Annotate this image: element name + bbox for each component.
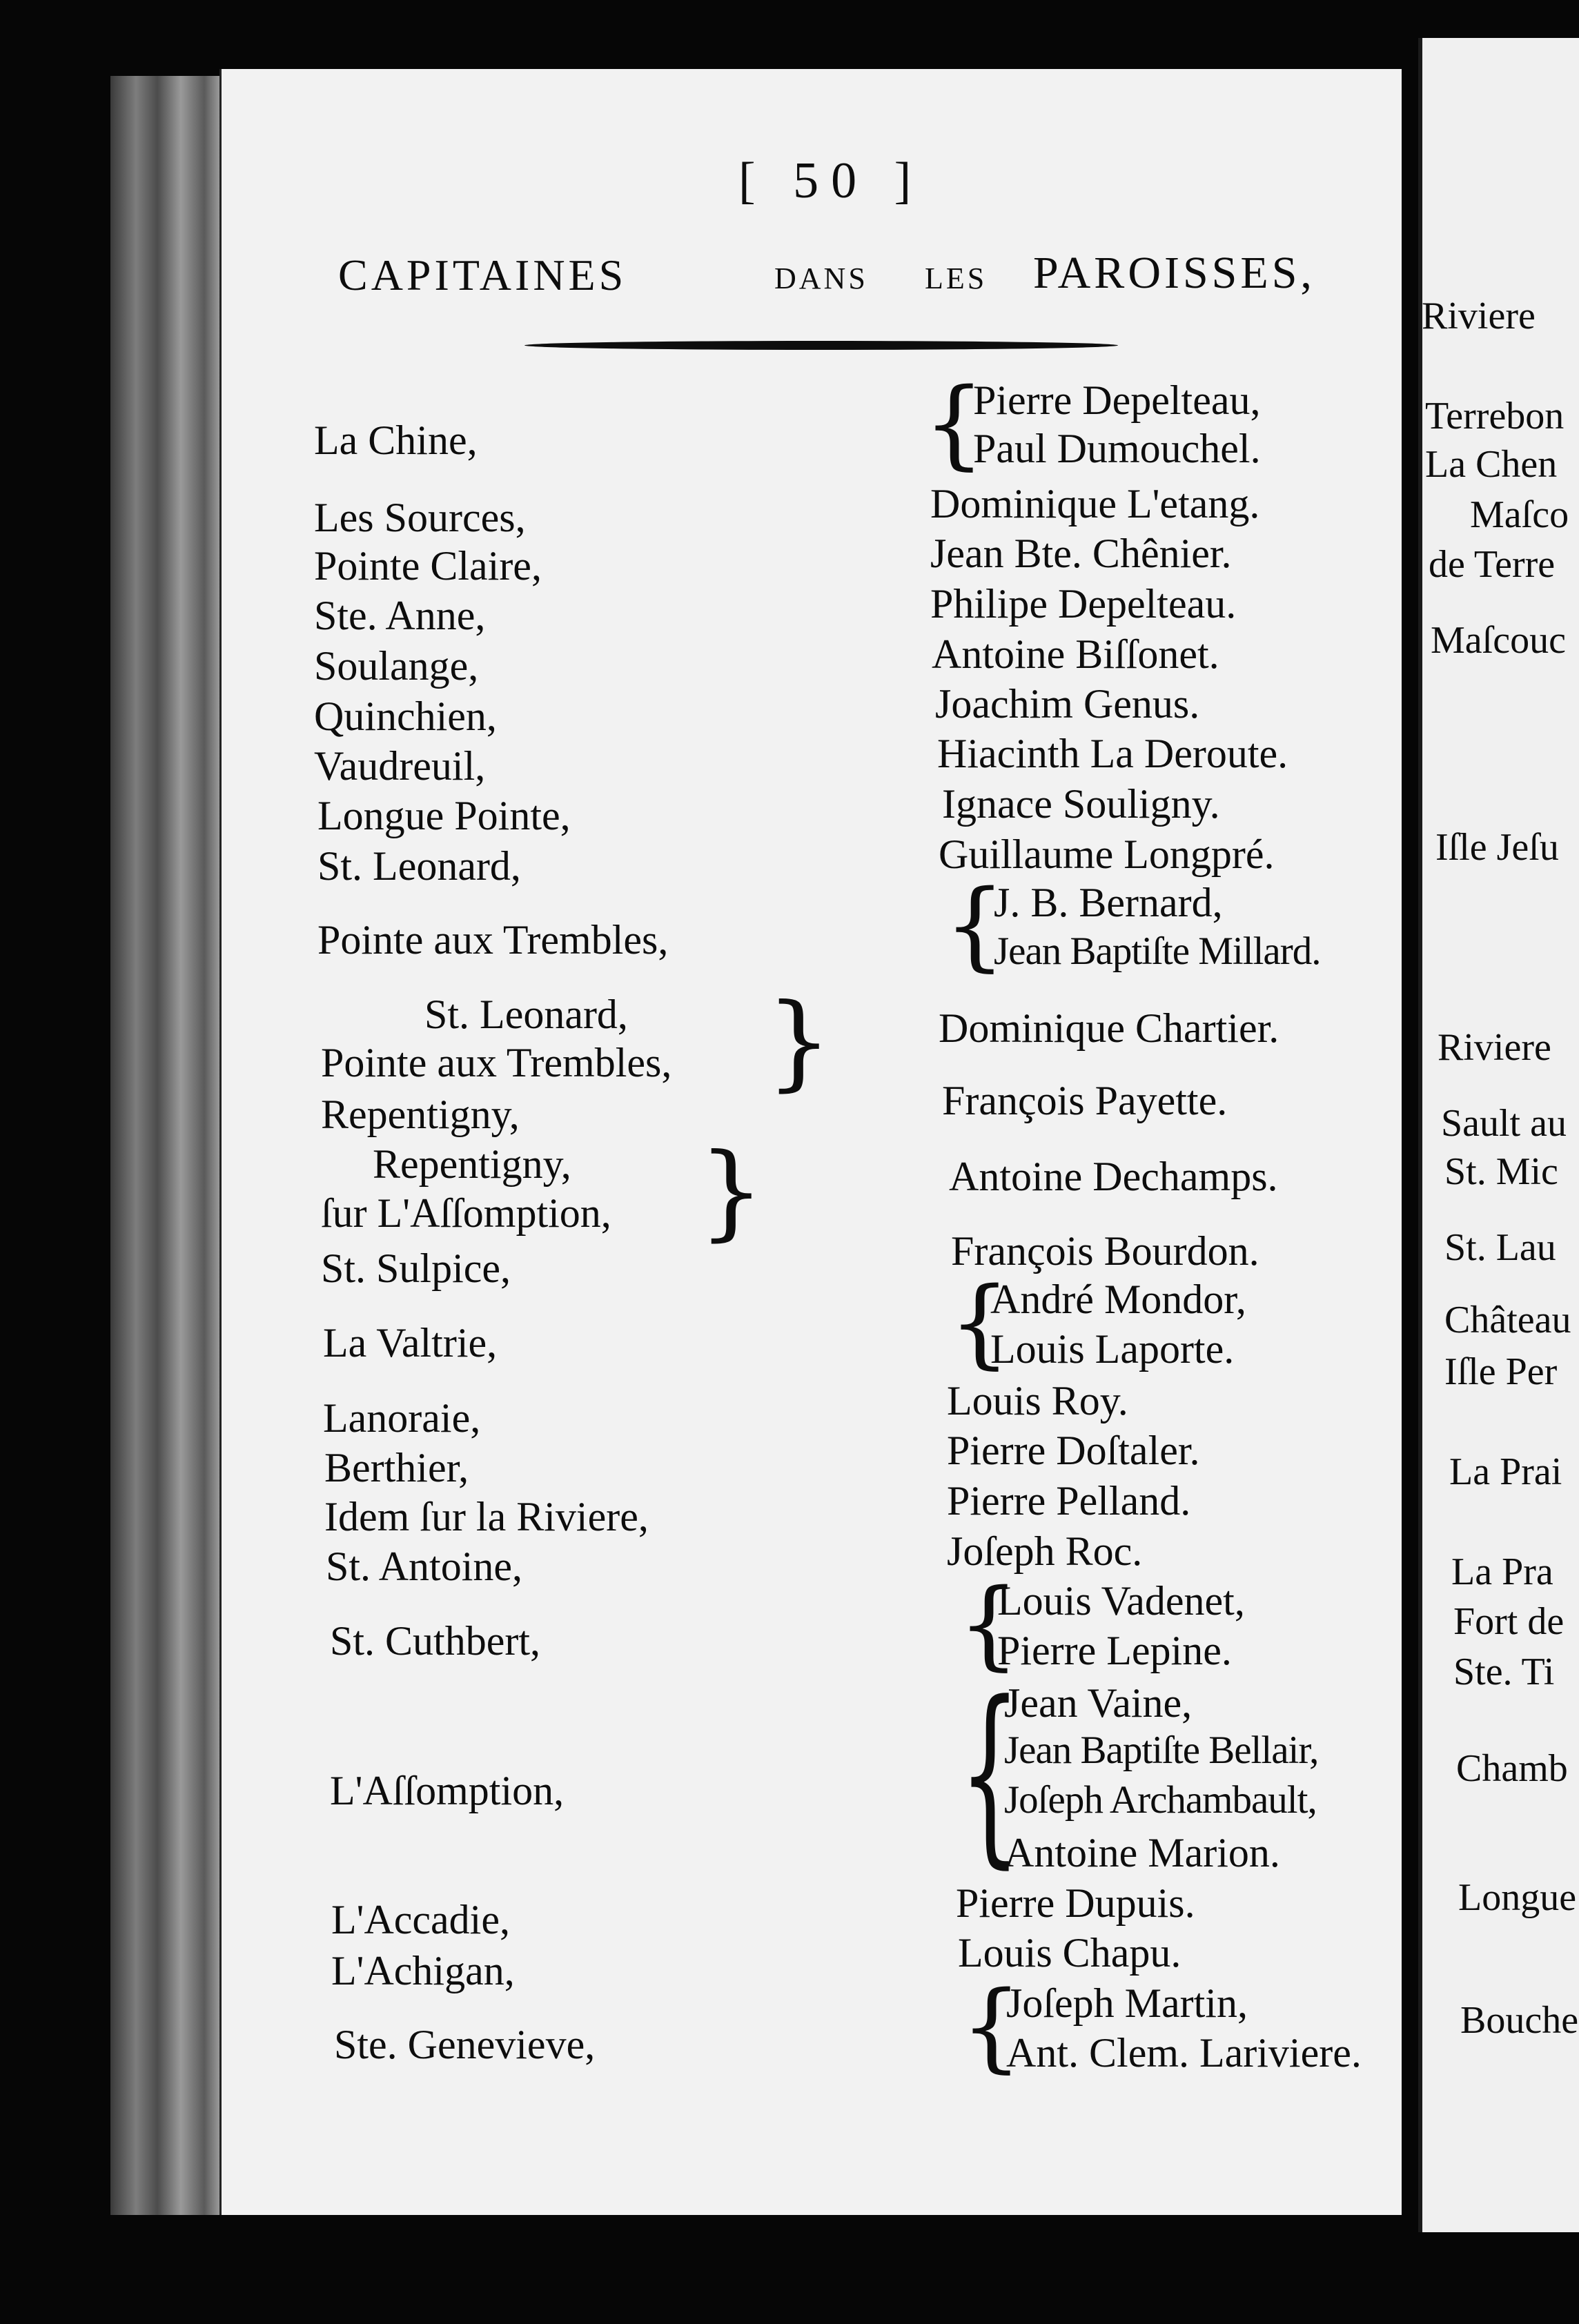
captain-name: Guillaume Longpré. <box>939 831 1275 877</box>
parish-name: St. Antoine, <box>326 1544 523 1589</box>
captain-name: François Payette. <box>942 1078 1228 1123</box>
fragment: La Chen <box>1425 443 1558 486</box>
parish-name: Pointe aux Trembles, <box>317 917 669 963</box>
parish-name: Soulange, <box>314 643 479 689</box>
fragment: Iſle Per <box>1444 1350 1558 1393</box>
title-capitaines: CAPITAINES <box>338 250 627 299</box>
captain-name: Ignace Souligny. <box>942 781 1220 827</box>
fragment: Longue <box>1458 1876 1577 1919</box>
captain-name: Pierre Doſtaler. <box>947 1428 1200 1473</box>
parish-brace: } <box>698 1132 765 1252</box>
captain-name: François Bourdon. <box>951 1228 1259 1274</box>
captain-name: Paul Dumouchel. <box>973 426 1261 471</box>
parish-name: St. Cuthbert, <box>330 1618 541 1664</box>
captain-brace: { <box>958 1568 1020 1681</box>
captain-name: Joachim Genus. <box>935 681 1200 727</box>
fragment: Fort de <box>1453 1600 1565 1643</box>
parish-name: Idem ſur la Riviere, <box>324 1494 649 1539</box>
captain-name: Dominique Chartier. <box>939 1005 1279 1051</box>
fragment: Terrebon <box>1425 395 1565 437</box>
captain-name: Antoine Biſſonet. <box>932 631 1219 677</box>
captain-name: Antoine Dechamps. <box>949 1154 1278 1199</box>
captain-name: J. B. Bernard, <box>994 880 1223 925</box>
captain-name: Joſeph Martin, <box>1006 1980 1248 2026</box>
fragment: Bouche <box>1460 1999 1579 2042</box>
parish-name: L'Achigan, <box>331 1948 515 1993</box>
captain-brace: { <box>944 869 1006 982</box>
captain-name: Hiacinth La Deroute. <box>937 731 1288 776</box>
fragment: Maſco <box>1470 493 1569 536</box>
captain-name: Philipe Depelteau. <box>930 581 1237 627</box>
parish-name: St. Leonard, <box>317 843 521 889</box>
captain-brace: { <box>961 1971 1023 2083</box>
fragment: St. Mic <box>1444 1150 1558 1193</box>
captain-name: Ant. Clem. Lariviere. <box>1006 2030 1362 2076</box>
captain-name: André Mondor, <box>990 1277 1246 1322</box>
captain-brace: { <box>949 1267 1011 1379</box>
parish-name: Vaudreuil, <box>314 743 486 789</box>
captain-brace: { <box>923 368 985 480</box>
captain-name: Dominique L'etang. <box>930 481 1260 526</box>
captain-brace: { <box>959 1662 1021 1887</box>
fragment: Sault au <box>1441 1102 1567 1145</box>
captain-name: Jean Vaine, <box>1004 1680 1193 1726</box>
parish-name: Lanoraie, <box>323 1395 481 1441</box>
captain-name: Pierre Dupuis. <box>956 1880 1195 1926</box>
parish-name: Les Sources, <box>314 495 526 540</box>
fragment: Maſcouc <box>1431 619 1566 662</box>
parish-name: L'Accadie, <box>331 1897 510 1942</box>
title-les: LES <box>925 262 988 295</box>
captain-name: Louis Laporte. <box>990 1326 1235 1372</box>
fragment: Riviere <box>1422 295 1536 337</box>
captain-name: Louis Vadenet, <box>997 1578 1245 1624</box>
parish-name: Repentigny, <box>373 1141 571 1187</box>
fragment: La Prai <box>1449 1450 1562 1493</box>
fragment: de Terre <box>1429 543 1556 586</box>
page-number: [ 50 ] <box>738 152 924 209</box>
captain-name: Jean Baptiſte Bellair, <box>1004 1729 1319 1772</box>
parish-name: Ste. Anne, <box>314 593 486 638</box>
parish-name: ſur L'Aſſomption, <box>321 1190 611 1236</box>
parish-name: La Chine, <box>314 417 478 463</box>
parish-name: Quinchien, <box>314 693 497 739</box>
parish-name: St. Leonard, <box>424 992 628 1037</box>
book-edge <box>110 76 228 2215</box>
captain-name: Joſeph Archambault, <box>1004 1778 1317 1822</box>
fragment: St. Lau <box>1444 1226 1556 1269</box>
parish-name: Repentigny, <box>321 1092 520 1137</box>
captain-name: Louis Chapu. <box>958 1930 1181 1976</box>
title-paroisses: PAROISSES, <box>1033 248 1315 298</box>
parish-name: L'Aſſomption, <box>330 1768 565 1813</box>
captain-name: Antoine Marion. <box>1004 1830 1280 1875</box>
fragment: Iſle Jeſu <box>1435 826 1559 869</box>
parish-name: Pointe aux Trembles, <box>321 1040 672 1085</box>
parish-name: Ste. Genevieve, <box>334 2022 596 2067</box>
parish-name: La Valtrie, <box>323 1320 498 1366</box>
parish-name: Longue Pointe, <box>317 793 571 838</box>
parish-brace: } <box>766 982 832 1102</box>
captain-name: Joſeph Roc. <box>947 1528 1143 1574</box>
parish-name: Pointe Claire, <box>314 543 542 589</box>
header-rule <box>524 341 1118 350</box>
fragment: Ste. Ti <box>1453 1651 1555 1693</box>
fragment: Riviere <box>1438 1026 1551 1069</box>
fragment: Château <box>1444 1299 1571 1341</box>
parish-name: Berthier, <box>324 1445 469 1490</box>
title-dans: DANS <box>774 262 868 295</box>
parish-name: St. Sulpice, <box>321 1245 511 1291</box>
captain-name: Jean Baptiſte Millard. <box>994 929 1321 973</box>
captain-name: Louis Roy. <box>947 1378 1128 1424</box>
fragment: La Pra <box>1451 1550 1553 1593</box>
captain-name: Pierre Lepine. <box>997 1628 1232 1673</box>
captain-name: Jean Bte. Chênier. <box>930 531 1232 576</box>
captain-name: Pierre Depelteau, <box>973 377 1261 423</box>
fragment: Chamb <box>1456 1747 1568 1790</box>
captain-name: Pierre Pelland. <box>947 1478 1191 1524</box>
